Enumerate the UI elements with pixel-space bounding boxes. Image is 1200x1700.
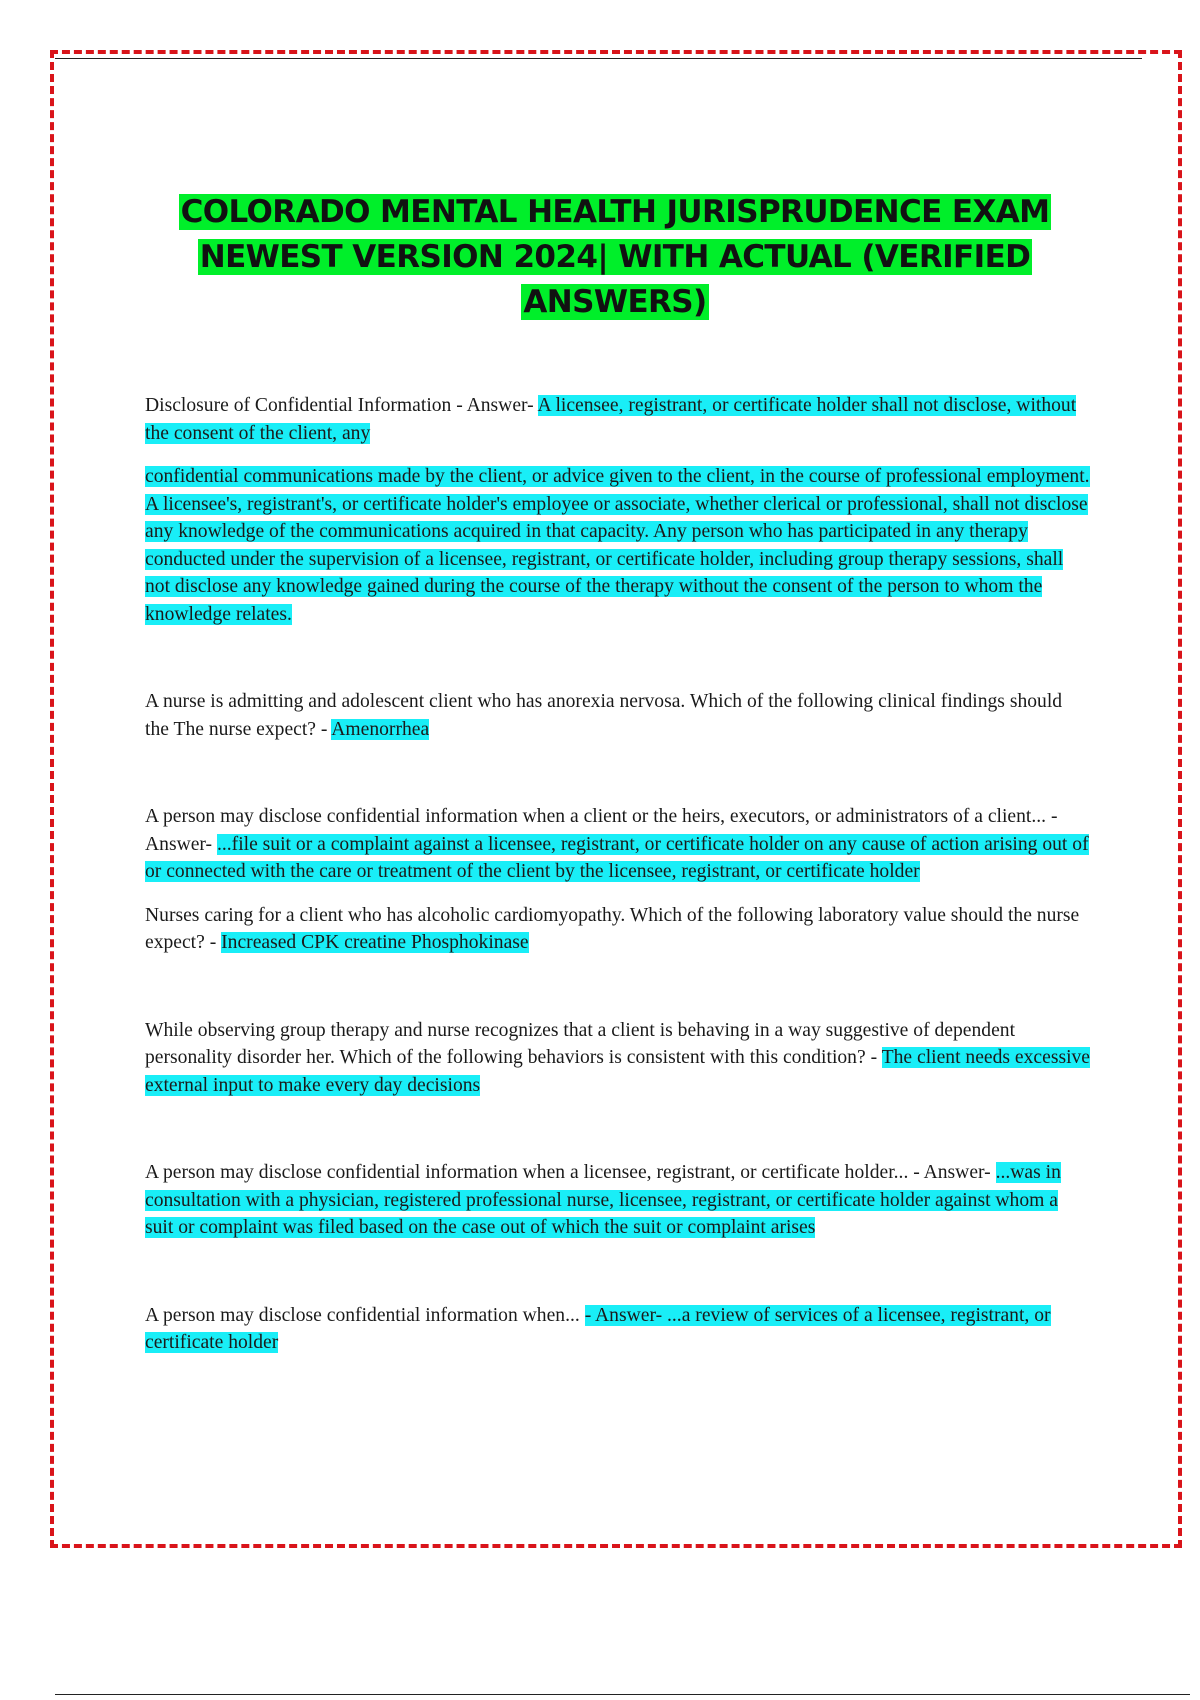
title-line-3: ANSWERS) <box>523 284 707 320</box>
question-text: A nurse is admitting and adolescent client who has anorexia nervosa. Which of the following clinical findings should the The nurse expect? - <box>145 691 1063 740</box>
title-line-1: COLORADO MENTAL HEALTH JURISPRUDENCE EXAM <box>180 194 1050 230</box>
document-title <box>145 190 1085 325</box>
question-text: A person may disclose confidential information when... <box>145 1304 585 1326</box>
qa-item-1 <box>145 392 1090 447</box>
qa-item-3 <box>145 803 1090 886</box>
answer-text: A licensee, registrant, or certificate holder shall not disclose, without the consent of the client, any <box>145 395 1077 444</box>
qa-item-2 <box>145 688 1090 743</box>
qa-item-4 <box>145 902 1090 957</box>
question-text: While observing group therapy and nurse recognizes that a client is behaving in a way suggestive of dependent personality disorder her. Which of the following behaviors is consistent with this condition? - <box>145 1019 1016 1068</box>
bottom-rule-line <box>55 1694 1190 1695</box>
qa-item-1-continued <box>145 463 1090 628</box>
qa-item-7 <box>145 1302 1090 1357</box>
answer-text: Increased CPK creatine Phosphokinase <box>221 932 529 953</box>
qa-item-5 <box>145 1017 1090 1100</box>
question-text: Nurses caring for a client who has alcoholic cardiomyopathy. Which of the following laboratory value should the nurse expect? - <box>145 904 1080 953</box>
answer-text: Amenorrhea <box>331 718 430 740</box>
question-text: Disclosure of Confidential Information - Answer- <box>145 395 538 416</box>
title-line-2: NEWEST VERSION 2024| WITH ACTUAL (VERIFIED <box>199 239 1031 275</box>
qa-item-6 <box>145 1159 1090 1242</box>
question-text: A person may disclose confidential information when a client or the heirs, executors, or administrators of a client... - Answer- <box>145 806 1058 855</box>
answer-text: ...was in consultation with a physician, registered professional nurse, licensee, registrant, or certificate holder against whom a suit or complaint was filed based on the case out of which the suit or complaint arises <box>145 1162 1061 1238</box>
top-rule-line <box>55 58 1142 59</box>
question-text: A person may disclose confidential information when a licensee, registrant, or certificate holder... - Answer- <box>145 1162 996 1183</box>
answer-text-continued: confidential communications made by the client, or advice given to the client, in the course of professional employment. A licensee's, registrant's, or certificate holder's employee or associate, whether clerical or professional, shall not disclose any knowledge of the communications acquired in that capacity. Any person who has participated in any therapy conducted under the supervision of a licensee, registrant, or certificate holder, including group therapy sessions, shall not disclose any knowledge gained during the course of the therapy without the consent of the person to whom the knowledge relates. <box>145 466 1090 625</box>
qa-content <box>145 392 1090 1357</box>
answer-text: The client needs excessive external input to make every day decisions <box>145 1047 1091 1096</box>
answer-text: ...file suit or a complaint against a licensee, registrant, or certificate holder on any cause of action arising out of or connected with the care or treatment of the client by the licensee, registrant, or certificate holder <box>145 833 1089 882</box>
answer-text: - Answer- ...a review of services of a licensee, registrant, or certificate holder <box>145 1304 1051 1353</box>
